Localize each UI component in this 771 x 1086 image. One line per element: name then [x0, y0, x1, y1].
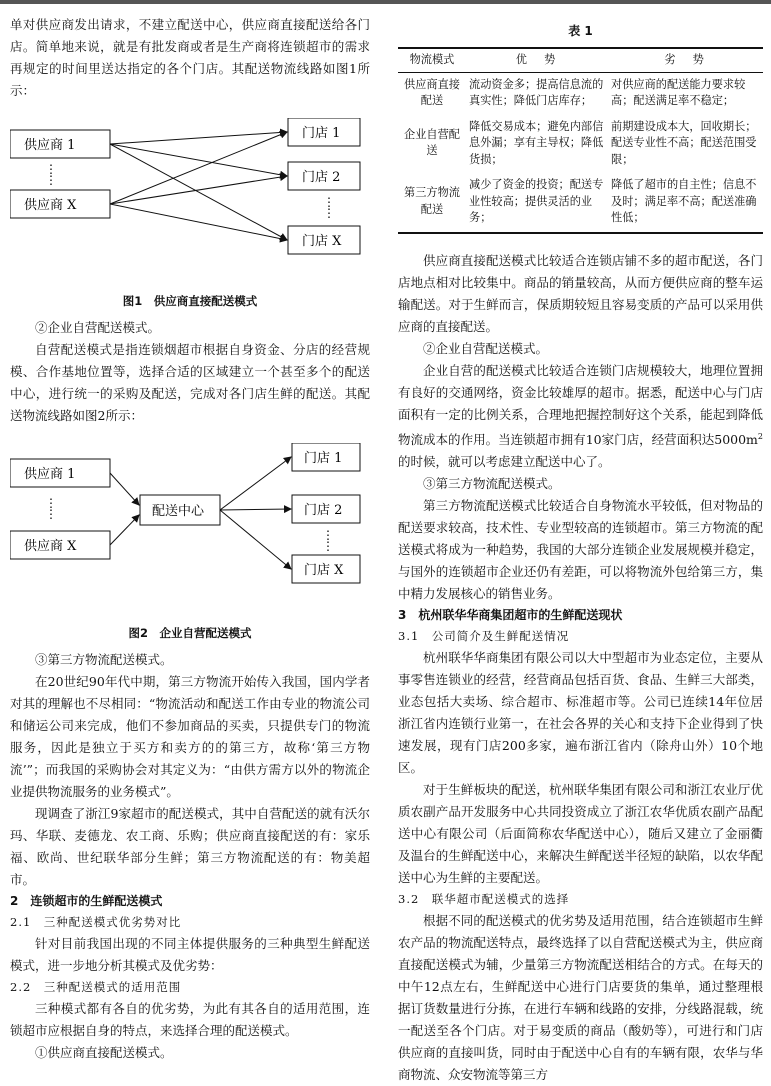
table-title: 表 1: [568, 24, 593, 38]
paragraph-text: 企业自营的配送模式比较适合连锁门店规模较大，地理位置拥有良好的交通网络，资金比较雄厚的超市。据悉，配送中心与门店面积有一定的比例关系，合理地把握控制好这个关系，能起到降低物流成本的作用。当连锁超市拥有10家门店，经营面积达5000m: [398, 362, 763, 447]
table-cell-disadvantage: 前期建设成本大，回收期长；配送专业性不高；配送范围受限；: [611, 119, 757, 166]
supplier-label: 供应商 1: [24, 467, 76, 482]
ellipsis: ⋮: [322, 539, 334, 553]
store-label: 门店 2: [302, 170, 341, 185]
table-cell-mode: 企业自营配送: [404, 127, 460, 158]
store-label: 门店 1: [304, 451, 343, 466]
paragraph: 三种模式都有各自的优劣势，为此有其各自的适用范围，连锁超市应根据自身的特点，来选择合理的配送模式。: [10, 1001, 370, 1038]
supplier-label: 供应商 X: [24, 539, 77, 554]
figure-caption: 图1 供应商直接配送模式: [122, 294, 258, 308]
table-header-cell: 物流模式: [398, 48, 466, 72]
paragraph: ②企业自营配送模式。: [35, 320, 161, 335]
paragraph: ③第三方物流配送模式。: [35, 652, 173, 667]
table-cell-advantage: 流动资金多；提高信息流的真实性；降低门店库存；: [469, 77, 604, 107]
section-heading: 3 杭州联华华商集团超市的生鲜配送现状: [398, 607, 623, 622]
flow-arrows: [110, 132, 287, 240]
left-column: [10, 0, 370, 1064]
paragraph: 针对目前我国出现的不同主体提供服务的三种典型生鲜配送模式，进一步地分析其模式及优劣势：: [10, 936, 370, 973]
paragraph: 在20世纪90年代中期，第三方物流开始传入我国，国内学者对其的理解也不尽相同：“物流活动和配送工作由专业的物流公司和储运公司来完成，他们不参加商品的买卖，只提供专门的物流服务，因此是独立于买方和卖方的的第三方，故称‘第三方物流’”；而我国的采购协会对其定义为：“由供方需方以外的物流企业提供物流服务的业务模式”。: [10, 674, 370, 799]
right-column: [398, 0, 763, 1086]
paragraph: [398, 360, 763, 473]
ellipsis: ⋮: [45, 173, 57, 187]
paragraph-text: 的时候，就可以考虑建立配送中心了。: [398, 453, 611, 469]
paragraph: 现调查了浙江9家超市的配送模式，其中自营配送的就有沃尔玛、华联、麦德龙、农工商、乐购；供应商直接配送的有：家乐福、欧尚、世纪联华部分生鲜；第三方物流配送的有：物美超市。: [10, 806, 370, 887]
paragraph: 第三方物流配送模式比较适合自身物流水平较低，但对物品的配送要求较高，技术性、专业型较高的连锁超市。第三方物流的配送模式将成为一种趋势，我国的大部分连锁企业发展规模并稳定，与国外的连锁超市企业还仍有差距，可以将物流外包给第三方，集中精力发展核心的销售业务。: [398, 497, 763, 601]
comparison-table: [398, 47, 763, 234]
subsection-heading: 3.2 联华超市配送模式的选择: [398, 891, 570, 906]
ellipsis: ⋮: [45, 507, 57, 521]
paragraph: 供应商直接配送模式比较适合连锁店铺不多的超市配送，各门店地点相对比较集中。商品的销量较高，从而方便供应商的整车运输配送。对于生鲜而言，保质期较短且容易变质的产品可以采用供应商的直接配送。: [398, 252, 763, 334]
table-header-row: [398, 48, 763, 72]
store-label: 门店 X: [302, 234, 342, 249]
store-label: 门店 2: [304, 503, 343, 518]
paragraph: ②企业自营配送模式。: [423, 340, 549, 356]
paragraph: 自营配送模式是指连锁烟超市根据自身资金、分店的经营规模、合作基地位置等，选择合适的区域建立一个甚至多个的配送中心，进行统一的采购及配送，完成对各门店生鲜的配送。其配送物流线路如图2所示：: [10, 342, 370, 423]
table-cell-disadvantage: 降低了超市的自主性；信息不及时；满足率不高；配送准确性低；: [608, 173, 763, 233]
figure-1-diagram: [10, 118, 370, 283]
subsection-heading: 2.1 三种配送模式优劣势对比: [10, 915, 182, 929]
paragraph: ①供应商直接配送模式。: [35, 1045, 173, 1060]
figure-2-diagram: [10, 443, 370, 613]
superscript: 2: [757, 431, 763, 441]
store-label: 门店 1: [302, 126, 341, 141]
distribution-center-label: 配送中心: [152, 504, 205, 519]
ellipsis: ⋮: [323, 206, 335, 220]
ellipsis: ⋮: [45, 162, 57, 176]
table-cell-disadvantage: 对供应商的配送能力要求较高；配送满足率不稳定；: [611, 77, 746, 107]
table-row: [398, 72, 763, 115]
store-label: 门店 X: [304, 563, 344, 578]
ellipsis: ⋮: [322, 528, 334, 542]
paragraph: 对于生鲜板块的配送，杭州联华集团有限公司和浙江农业厅优质农副产品开发服务中心共同投资成立了浙江农华优质农副产品配送中心有限公司（后面简称农华配送中心），随后又建立了金丽衢及温台的生鲜配送中心，来解决生鲜配送半径短的缺陷，以农华配送中心为生鲜的主要配送。: [398, 781, 763, 885]
figure-caption: 图2 企业自营配送模式: [128, 626, 252, 640]
ellipsis: ⋮: [323, 195, 335, 209]
table-row: [398, 115, 763, 174]
table-cell-advantage: 减少了资金的投资；配送专业性较高；提供灵活的业务；: [466, 173, 608, 233]
table-header-cell: 优 势: [466, 48, 608, 72]
paragraph: 杭州联华华商集团有限公司以大中型超市为业态定位，主要从事零售连锁业的经营，经营商品包括百货、食品、生鲜三大部类，业态包括大卖场、综合超市、标准超市等。公司已连续14年位居浙江省内连锁行业第一，在社会各界的关心和支持下企业得到了快速发展，现有门店200多家，遍布浙江省内（除舟山外）10个地区。: [398, 649, 763, 775]
table-header-cell: 劣 势: [608, 48, 763, 72]
section-heading: 2 连锁超市的生鲜配送模式: [10, 894, 163, 908]
ellipsis: ⋮: [45, 496, 57, 510]
table-cell-mode: 供应商直接配送: [404, 77, 460, 107]
supplier-label: 供应商 1: [24, 138, 76, 153]
subsection-heading: 3.1 公司简介及生鲜配送情况: [398, 628, 570, 643]
paragraph: ③第三方物流配送模式。: [423, 475, 561, 491]
table-cell-mode: 第三方物流配送: [398, 173, 466, 233]
paragraph: 根据不同的配送模式的优劣势及适用范围，结合连锁超市生鲜农产品的物流配送特点，最终选择了以自营配送模式为主，供应商直接配送模式为辅，少量第三方物流配送相结合的方式。在每天的中午12点左右，生鲜配送中心进行门店要货的集单，通过整理根据订货数量进行分拣，在进行车辆和线路的安排，分线路混载，统一配送至各个门店。对于易变质的商品（酸奶等），可进行和门店供应商的直接叫货，同时由于配送中心自有的车辆有限，农华与华商物流、众安物流等第三方: [398, 912, 763, 1082]
paragraph: 单对供应商发出请求，不建立配送中心，供应商直接配送给各门店。简单地来说，就是有批发商或者是生产商将连锁超市的需求再规定的时间里送达指定的各个门店。其配送物流线路如图1所示：: [10, 17, 370, 98]
table-cell-advantage: 降低交易成本；避免内部信息外漏；享有主导权；降低货损；: [469, 119, 604, 166]
supplier-label: 供应商 X: [24, 198, 77, 213]
table-row: [398, 173, 763, 233]
subsection-heading: 2.2 三种配送模式的适用范围: [10, 980, 182, 994]
